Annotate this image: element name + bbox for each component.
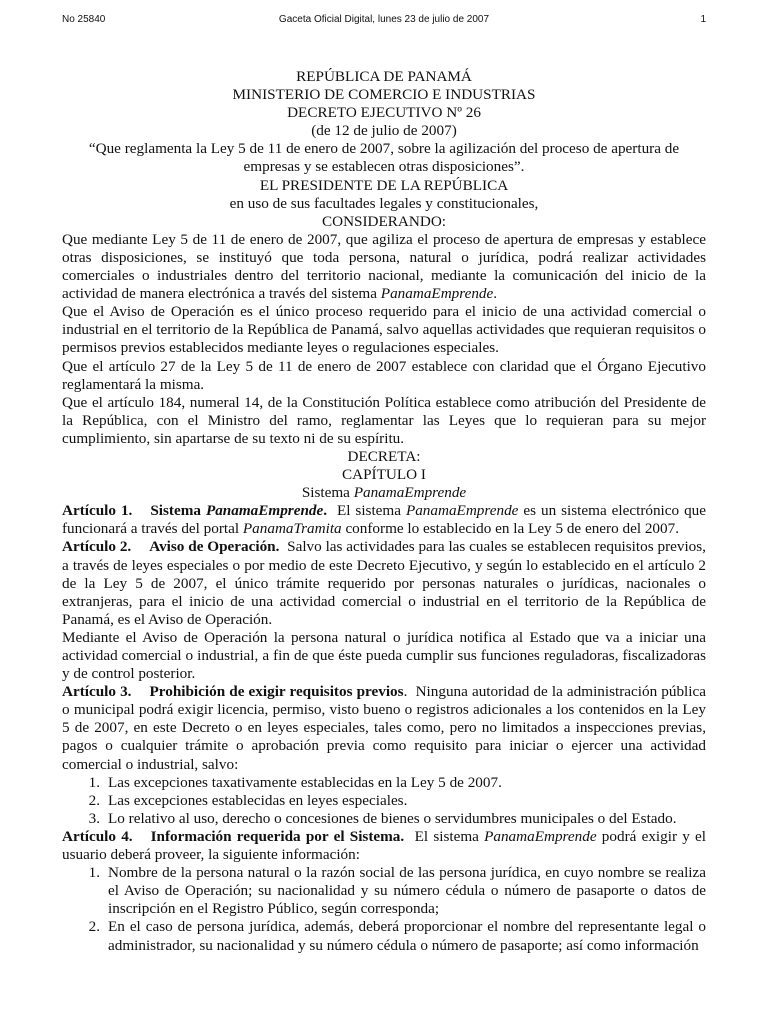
title-decree: DECRETO EJECUTIVO Nº 26	[287, 104, 481, 122]
page-header	[62, 14, 706, 28]
list-item: 1. Nombre de la persona natural o la razón social de las persona jurídica, en cuyo nombre se realiza el Aviso de Operación; su nacionalidad y su número cédula o número de pasaporte o datos de inscripción en el Registro Público, según corresponda;	[88, 864, 706, 918]
list-item: 3. Lo relativo al uso, derecho o concesiones de bienes o servidumbres municipales o del Estado.	[88, 809, 677, 827]
title-date: (de 12 de julio de 2007)	[311, 122, 457, 140]
list-item: 2. Las excepciones establecidas en leyes especiales.	[88, 791, 408, 809]
title-considering: CONSIDERANDO:	[321, 212, 447, 230]
considerando-4: Que el artículo 184, numeral 14, de la Constitución Política establece como atribución del Presidente de la República, con el Ministro del ramo, reglamentar las Leyes que lo requieran para su mejor cumplimiento, sin apartarse de su texto ni de su espíritu.	[62, 393, 706, 447]
considerando-2: Que el Aviso de Operación es el único proceso requerido para el inicio de una actividad comercial o industrial en el territorio de la República de Panamá, salvo aquellas actividades que requieran requisitos o permisos previos establecidos mediante leyes o regulaciones especiales.	[62, 303, 706, 357]
list-item: 1. Las excepciones taxativamente establecidas en la Ley 5 de 2007.	[88, 773, 502, 791]
article-label: Artículo 2.	[62, 538, 132, 556]
chapter-title: Sistema PanamaEmprende	[301, 484, 467, 502]
title-republic: REPÚBLICA DE PANAMÁ	[296, 68, 472, 85]
article-label: Artículo 4.	[62, 827, 133, 845]
title-subject-line2: empresas y se establecen otras disposiciones”.	[243, 158, 525, 176]
gazette-title: Gaceta Oficial Digital, lunes 23 de julio de 2007	[278, 14, 490, 25]
list-item: 2. En el caso de persona jurídica, además, deberá proporcionar el nombre del representante legal o administrador, su nacionalidad y su número cédula o número de pasaporte; así como información	[88, 918, 706, 954]
article-4-list	[62, 864, 706, 954]
article-label: Artículo 1.	[62, 502, 133, 520]
gazette-number: No 25840	[62, 14, 106, 25]
article-2: Artículo 2. Aviso de Operación. Salvo las actividades para las cuales se establecen requisitos previos, a través de leyes especiales o por medio de este Decreto Ejecutivo, y según lo establecido en el artículo 2 de la Ley 5 de 2007, el único trámite requerido por personas naturales o jurídicas, nacionales o extranjeras, para el inicio de una actividad comercial o industrial en el territorio de la República de Panamá, es el Aviso de Operación.	[62, 538, 706, 628]
decree-document	[62, 68, 706, 955]
article-4: Artículo 4. Información requerida por el Sistema. El sistema PanamaEmprende podrá exigir y el usuario deberá proveer, la siguiente información:	[62, 827, 706, 864]
considerando-3: Que el artículo 27 de la Ley 5 de 11 de enero de 2007 establece con claridad que el Órgano Ejecutivo reglamentará la misma.	[62, 357, 706, 393]
chapter-heading: CAPÍTULO I	[342, 466, 426, 484]
decreta-heading: DECRETA:	[347, 447, 421, 465]
considerando-1: Que mediante Ley 5 de 11 de enero de 2007, que agiliza el proceso de apertura de empresas y establece otras disposiciones, se instituyó que toda persona, natural o jurídica, podrá realizar actividades comerciales o industriales dentro del territorio nacional, mediante la comunicación del inicio de la actividad de manera electrónica a través del sistema PanamaEmprende.	[62, 230, 706, 303]
system-name: PanamaEmprende	[380, 285, 494, 303]
title-faculties: en uso de sus facultades legales y constitucionales,	[229, 194, 539, 212]
article-3-list	[62, 774, 706, 828]
title-ministry: MINISTERIO DE COMERCIO E INDUSTRIAS	[232, 86, 536, 104]
article-label: Artículo 3.	[62, 683, 132, 701]
title-subject-line1: “Que reglamenta la Ley 5 de 11 de enero de 2007, sobre la agilización del proceso de apertura de	[88, 140, 680, 158]
title-president: EL PRESIDENTE DE LA REPÚBLICA	[259, 176, 509, 194]
article-3: Artículo 3. Prohibición de exigir requisitos previos. Ninguna autoridad de la administración pública o municipal podrá exigir licencia, permiso, visto bueno o registros adicionales a los contenidos en la Ley 5 de 2007, en este Decreto o en leyes especiales, tales como, pero no limitados a inspecciones previas, pagos o cualquier trámite o aprobación previa como requisito para iniciar o ejercer una actividad comercial o industrial, salvo:	[62, 683, 706, 773]
page-number: 1	[700, 14, 706, 25]
article-1: Artículo 1. Sistema PanamaEmprende. El sistema PanamaEmprende es un sistema electrónico que funcionará a través del portal PanamaTramita conforme lo establecido en la Ley 5 de enero del 2007.	[62, 502, 706, 538]
article-2-paragraph-2: Mediante el Aviso de Operación la persona natural o jurídica notifica al Estado que va a iniciar una actividad comercial o industrial, a fin de que éste pueda cumplir sus funciones reguladoras, fiscalizadoras y de control posterior.	[62, 628, 706, 683]
